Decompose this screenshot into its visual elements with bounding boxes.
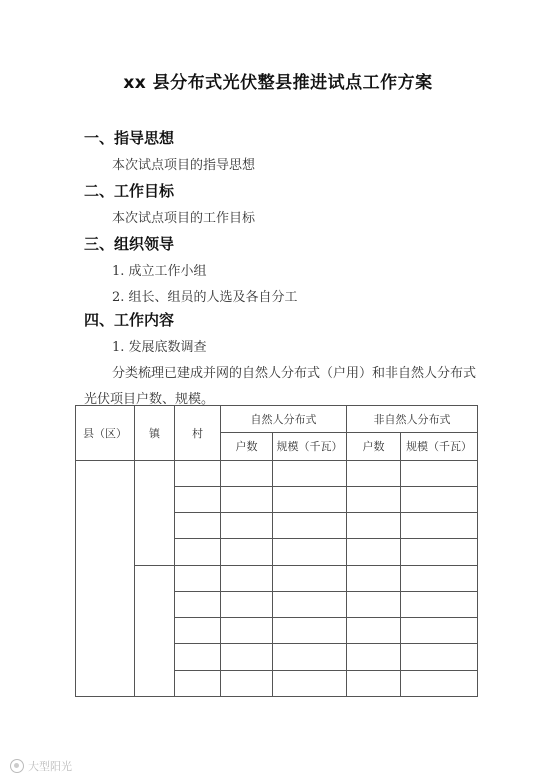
table-cell — [401, 460, 478, 486]
section-heading-leadership: 三、组织领导 — [84, 235, 175, 253]
table-cell — [175, 460, 221, 486]
header-county: 县（区） — [76, 406, 135, 461]
table-cell — [221, 539, 273, 565]
header-natural-person: 自然人分布式 — [221, 406, 347, 433]
table-cell — [273, 644, 347, 670]
table-cell — [273, 539, 347, 565]
header-non-natural-person: 非自然人分布式 — [347, 406, 478, 433]
table-cell — [175, 591, 221, 617]
table-cell — [273, 486, 347, 512]
table-cell — [175, 618, 221, 644]
subheader-households-natural: 户数 — [221, 433, 273, 460]
table-cell — [347, 591, 401, 617]
section-heading-goals: 二、工作目标 — [84, 182, 175, 200]
table-cell — [401, 539, 478, 565]
table-cell — [175, 513, 221, 539]
table-cell — [175, 539, 221, 565]
table-cell — [221, 670, 273, 696]
section-text-leadership-1: 1. 成立工作小组 — [112, 264, 207, 279]
table-cell — [175, 565, 221, 591]
table-cell — [221, 618, 273, 644]
table-cell — [401, 565, 478, 591]
table-cell — [347, 565, 401, 591]
survey-table — [75, 405, 478, 697]
table-cell — [175, 644, 221, 670]
cell-town-merged-2 — [135, 565, 175, 696]
table-cell — [273, 618, 347, 644]
table-cell — [347, 618, 401, 644]
subheader-scale-non-natural: 规模（千瓦） — [401, 433, 478, 460]
subheader-households-non-natural: 户数 — [347, 433, 401, 460]
table-cell — [273, 591, 347, 617]
table-cell — [221, 644, 273, 670]
section-text-work-3: 光伏项目户数、规模。 — [84, 392, 215, 407]
table-cell — [175, 670, 221, 696]
table-cell — [273, 670, 347, 696]
section-text-goals: 本次试点项目的工作目标 — [112, 211, 256, 226]
table-cell — [347, 486, 401, 512]
table-cell — [401, 513, 478, 539]
watermark — [10, 758, 72, 774]
table-cell — [221, 513, 273, 539]
header-town: 镇 — [135, 406, 175, 461]
header-village: 村 — [175, 406, 221, 461]
table-cell — [401, 644, 478, 670]
table-cell — [273, 513, 347, 539]
table-cell — [401, 670, 478, 696]
table-cell — [221, 591, 273, 617]
table-cell — [401, 591, 478, 617]
section-text-work-1: 1. 发展底数调查 — [112, 340, 207, 355]
watermark-text: 大型阳光 — [28, 760, 72, 773]
cell-county-merged — [76, 460, 135, 696]
table-cell — [221, 460, 273, 486]
section-text-work-2: 分类梳理已建成并网的自然人分布式（户用）和非自然人分布式 — [112, 366, 477, 381]
table-cell — [273, 460, 347, 486]
section-text-guiding-idea: 本次试点项目的指导思想 — [112, 158, 256, 173]
table-cell — [273, 565, 347, 591]
table-cell — [401, 486, 478, 512]
table-cell — [347, 670, 401, 696]
section-text-leadership-2: 2. 组长、组员的人选及各自分工 — [112, 290, 298, 305]
subheader-scale-natural: 规模（千瓦） — [273, 433, 347, 460]
table-cell — [347, 513, 401, 539]
section-heading-work-content: 四、工作内容 — [84, 311, 175, 329]
section-heading-guiding-idea: 一、指导思想 — [84, 129, 175, 147]
document-title: xx 县分布式光伏整县推进试点工作方案 — [123, 73, 433, 93]
watermark-logo-icon — [10, 759, 24, 773]
table-cell — [347, 460, 401, 486]
table-cell — [221, 486, 273, 512]
cell-town-merged-1 — [135, 460, 175, 565]
table-cell — [175, 486, 221, 512]
table-cell — [347, 644, 401, 670]
table-cell — [347, 539, 401, 565]
table-cell — [221, 565, 273, 591]
table-cell — [401, 618, 478, 644]
